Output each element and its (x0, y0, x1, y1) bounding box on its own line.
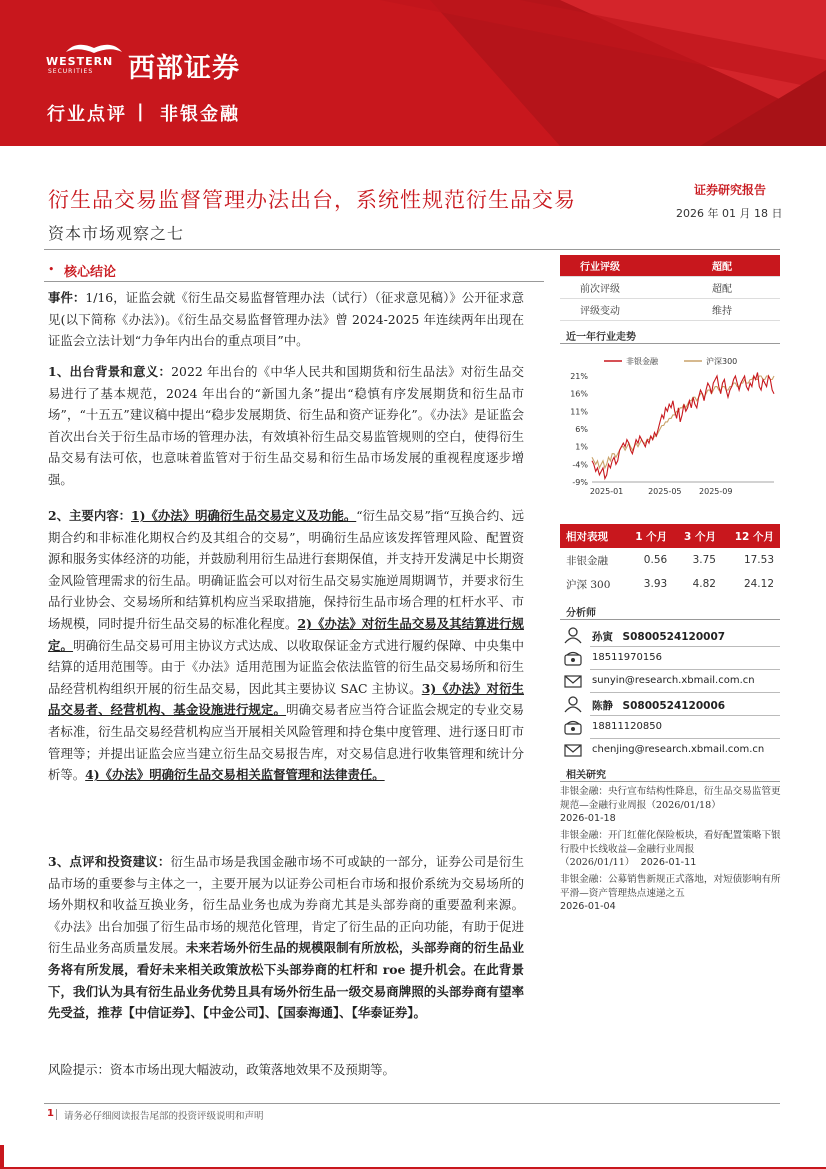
divider (590, 738, 780, 739)
y-tick-label: 16% (570, 389, 588, 399)
rating-row (560, 299, 780, 321)
related-date: 2026-01-11 (640, 857, 697, 869)
key-point-4: 4)《办法》明确衍生品交易相关监督管理和法律责任。 (85, 767, 385, 783)
chart-legend (604, 356, 737, 366)
divider (44, 281, 544, 282)
paragraph-label: 事件： (48, 290, 86, 305)
paragraph-background (48, 361, 524, 491)
trend-heading: 近一年行业走势 (566, 332, 636, 343)
analyst-cert: S0800524120006 (622, 700, 726, 712)
report-title: 衍生品交易监督管理办法出台，系统性规范衍生品交易 (48, 188, 576, 212)
related-heading: 相关研究 (566, 770, 606, 781)
page-number: 1 (47, 1108, 54, 1119)
footer-disclaimer: 请务必仔细阅读报告尾部的投资评级说明和声明 (64, 1111, 264, 1122)
analyst-name-row (560, 626, 780, 646)
x-tick-label: 2025-05 (648, 487, 682, 496)
related-title: 非银金融：开门红催化保险板块，看好配置策略下银行股中长线收益—金融行业周报（2026/01/11） (560, 830, 781, 869)
logo-english: WESTERN (46, 55, 114, 68)
related-date: 2026-01-18 (560, 813, 616, 825)
paragraph-investment-advice (48, 851, 524, 1024)
legend-label-nonbank: 非银金融 (626, 357, 658, 366)
paragraph-text: 1/16，证监会就《衍生品交易监督管理办法（试行）（征求意见稿）》公开征求意见(以下简称《办法》)。《衍生品交易监督管理办法》曾 2024-2025 年连续两年出现在证监会立法计划“力争年内出台的重点项目”中。 (48, 290, 524, 349)
performance-header: 1 个月 (624, 524, 673, 548)
analyst-phone-row (560, 718, 780, 738)
divider (590, 692, 780, 693)
performance-value: 17.53 (743, 554, 774, 566)
related-item[interactable] (560, 873, 784, 914)
x-tick-label: 2025-01 (589, 487, 624, 496)
paragraph-label: 2、主要内容： (48, 508, 132, 523)
performance-value: 3.93 (643, 578, 668, 590)
performance-label: 非银金融 (566, 554, 608, 567)
divider (560, 343, 780, 344)
analyst-email-row (560, 741, 780, 761)
analyst-email[interactable]: sunyin@research.xbmail.com.cn (592, 675, 755, 686)
paragraph-text: 明确衍生品交易可用主协议方式达成、以收取保证金方式进行履约保障、中央集中结算的适用范围等。由于《办法》适用范围为证监会依法监管的衍生品交易场所和衍生品经营机构组织开展的衍生品交易，因此其主要协议 SAC 主协议。 (48, 637, 525, 696)
rating-header-value: 超配 (692, 255, 780, 277)
section-heading: 核心结论 (64, 265, 117, 280)
performance-header: 相对表现 (560, 524, 624, 548)
paragraph-text: 2022 年出台的《中华人民共和国期货和衍生品法》对衍生品交易进行了基本规范，2024 年出台的“新国九条”提出“稳慎有序发展期货和衍生品市场”，“十五五”建议稿中提出“稳步发展期货、衍生品和资产证券化”。《办法》是证监会首次出台关于衍生品市场的管理办法，有效填补衍生品交易监管规则的空白，使得衍生品交易有法可依，也意味着监管对于衍生品交易和衍生品市场发展的重视程度逐步增强。 (48, 364, 524, 487)
performance-header-row (560, 524, 780, 548)
related-title: 非银金融：公募销售新规正式落地，对短债影响有所平滑—资产管理热点速递之五 (560, 874, 781, 899)
phone-icon (562, 649, 584, 667)
rating-value: 维持 (692, 299, 780, 321)
series-line-nonbank (592, 373, 774, 479)
bullet-icon: • (48, 263, 55, 276)
rating-row (560, 277, 780, 299)
logo-chinese: 西部证券 (128, 53, 240, 84)
performance-table (560, 524, 780, 596)
key-point-1: 1)《办法》明确衍生品交易定义及功能。 (131, 508, 357, 523)
footer-decoration (0, 1145, 826, 1169)
x-tick-label: 2025-09 (699, 487, 733, 496)
rating-header-row (560, 255, 780, 277)
performance-value: 4.82 (692, 578, 716, 590)
industry-trend-chart (558, 350, 780, 510)
y-tick-label: -9% (572, 478, 588, 487)
y-tick-label: -4% (572, 460, 588, 470)
analyst-phone-row (560, 649, 780, 669)
key-point-3: 3)《办法》对衍生品交易者、经营机构、基金设施进行规定。 (48, 680, 525, 718)
person-icon (562, 626, 584, 644)
performance-row (560, 572, 780, 596)
y-tick-label: 6% (575, 425, 588, 434)
report-date: 2026 年 01 月 18 日 (676, 207, 783, 220)
y-tick-label: 1% (575, 442, 588, 452)
related-item[interactable] (560, 829, 784, 870)
report-category: 行业点评 (47, 104, 127, 125)
related-title: 非银金融：央行宣布结构性降息，衍生品交易监管更规范—金融行业周报（2026/01/18） (560, 786, 781, 811)
key-point-2: 2)《办法》对衍生品交易及其结算进行规定。 (48, 615, 525, 653)
divider (44, 249, 780, 250)
performance-label: 沪深 300 (566, 578, 611, 591)
paragraph-label: 3、点评和投资建议： (48, 854, 171, 869)
footer-divider (44, 1103, 780, 1104)
chart-lines (592, 373, 774, 479)
performance-header: 12 个月 (722, 524, 780, 548)
analyst-heading: 分析师 (566, 608, 596, 619)
divider (560, 619, 780, 620)
paragraph-main-content (48, 505, 524, 786)
report-type: 证券研究报告 (694, 183, 767, 197)
analyst-phone: 18811120850 (592, 721, 662, 732)
y-tick-label: 21% (570, 372, 588, 381)
performance-value: 0.56 (643, 554, 668, 566)
paragraph-text: 明确交易者应当符合证监会规定的专业交易者标准，衍生品交易经营机构应当开展相关风险管理和持仓集中度管理、进行逐日盯市管理等；并提出证监会应当建立衍生品交易报告库，对交易信息进行收集管理和统计分析等。 (48, 702, 525, 783)
related-item[interactable] (560, 785, 784, 826)
report-subtitle: 资本市场观察之七 (48, 224, 185, 243)
performance-value: 24.12 (743, 578, 774, 590)
chart-axes (570, 372, 774, 496)
analyst-email-row (560, 672, 780, 692)
analyst-cert: S0800524120007 (622, 631, 726, 643)
rating-header-label: 行业评级 (560, 255, 692, 277)
analyst-name: 陈静 (592, 700, 613, 712)
performance-value: 3.75 (692, 554, 716, 566)
industry-name: 非银金融 (160, 104, 240, 125)
y-tick-label: 11% (570, 407, 588, 417)
rating-table (560, 255, 780, 321)
header-separator: | (137, 101, 144, 122)
logo-english-sub: SECURITIES (48, 68, 94, 75)
paragraph-event (48, 287, 524, 352)
report-header-band (0, 0, 826, 146)
person-icon (562, 695, 584, 713)
legend-label-hs300: 沪深300 (706, 357, 738, 366)
related-date: 2026-01-04 (560, 901, 616, 913)
footer-separator (56, 1109, 57, 1120)
rating-value: 超配 (692, 277, 780, 299)
divider (590, 646, 780, 647)
rating-label: 评级变动 (560, 299, 692, 321)
divider (590, 715, 780, 716)
analyst-email[interactable]: chenjing@research.xbmail.com.cn (592, 744, 765, 755)
paragraph-bold-text: 未来若场外衍生品的规模限制有所放松，头部券商的衍生品业务将有所发展，看好未来相关政策放松下头部券商的杠杆和 roe 提升机会。在此背景下，我们认为具有衍生品业务优势且具有场外衍生品一级交易商牌照的头部券商有望率先受益，推荐【中信证券】、【中金公司】、【国泰海通】、【华泰证券】。 (48, 940, 525, 1021)
paragraph-text: “衍生品交易”指“互换合约、远期合约和非标准化期权合约及其组合的交易”，明确衍生品应该发挥管理风险、配置资源和服务实体经济的功能，并鼓励利用衍生品进行套期保值，并支持开发满足中长期资金风险管理需求的衍生品。明确证监会可以对衍生品交易实施逆周期调节，并要求衍生品行业协会、交易场所和结算机构应当采取措施，保持衍生品市场合理的杠杆水平、市场规模，同时提升衍生品交易的标准化程度。 (48, 508, 524, 631)
divider (560, 781, 780, 782)
performance-header: 3 个月 (673, 524, 722, 548)
risk-warning: 风险提示：资本市场出现大幅波动，政策落地效果不及预期等。 (48, 1062, 395, 1077)
analyst-name: 孙寅 (592, 631, 613, 643)
analyst-phone: 18511970156 (592, 652, 662, 663)
email-icon (562, 741, 584, 759)
rating-label: 前次评级 (560, 277, 692, 299)
analyst-name-row (560, 695, 780, 715)
performance-row (560, 548, 780, 572)
paragraph-text: 衍生品市场是我国金融市场不可或缺的一部分，证券公司是衍生品市场的重要参与主体之一，主要开展为以证券公司柜台市场和报价系统为交易场所的场外期权和收益互换业务，衍生品业务也成为券商尤其是头部券商的重要盈利来源。《办法》出台加强了衍生品市场的规范化管理，肯定了衍生品的正向功能，有助于促进衍生品业务高质量发展。 (48, 854, 525, 956)
paragraph-label: 1、出台背景和意义： (48, 364, 172, 379)
divider (590, 669, 780, 670)
email-icon (562, 672, 584, 690)
phone-icon (562, 718, 584, 736)
